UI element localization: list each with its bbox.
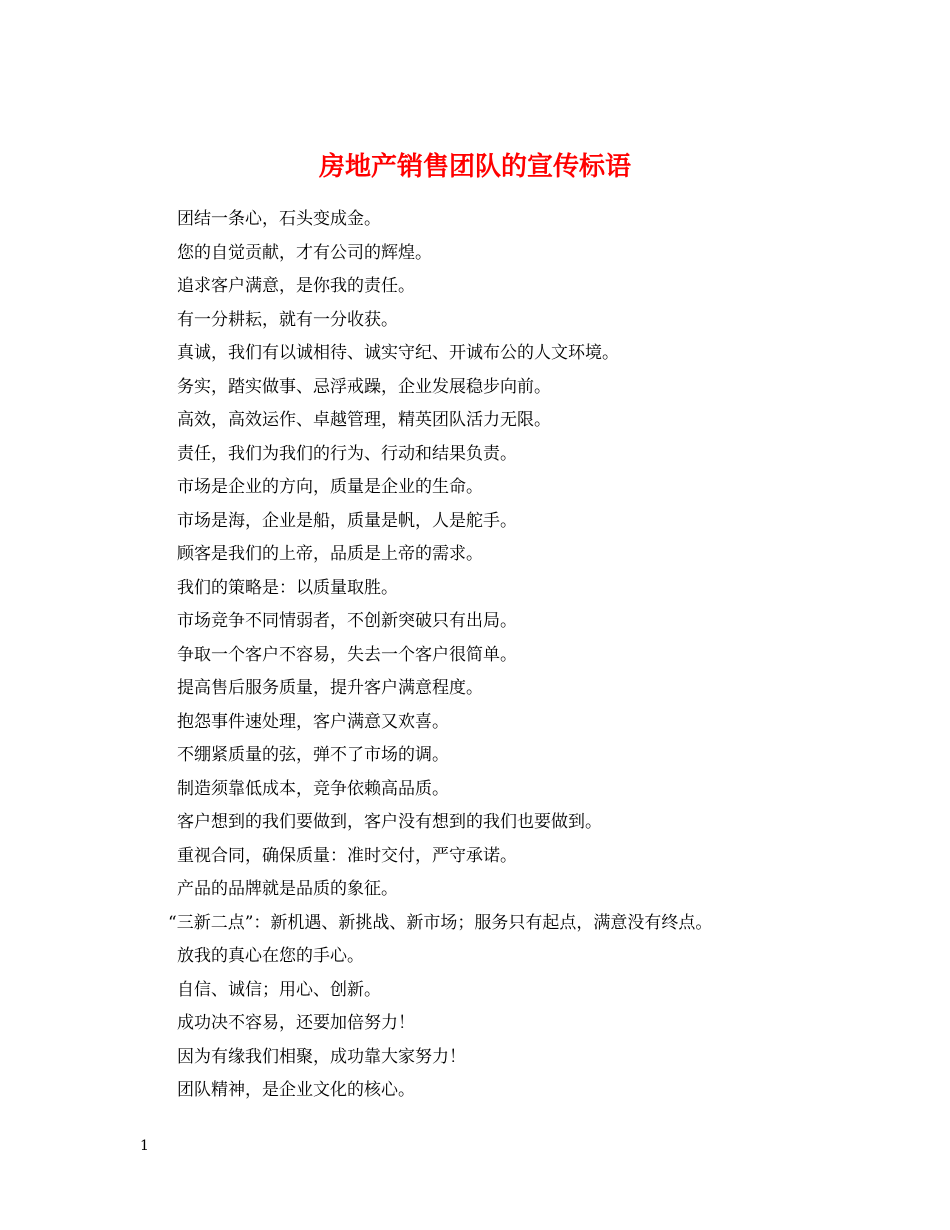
slogan-line: 市场竞争不同情弱者，不创新突破只有出局。 — [177, 611, 517, 631]
slogan-line: 真诚，我们有以诚相待、诚实守纪、开诚布公的人文环境。 — [177, 343, 619, 363]
slogan-list — [168, 203, 713, 1108]
page-number: 1 — [140, 1138, 149, 1154]
slogan-line: 抱怨事件速处理，客户满意又欢喜。 — [177, 711, 449, 732]
slogan-line: 务实，踏实做事、忌浮戒躁，企业发展稳步向前。 — [177, 376, 551, 397]
slogan-line: 因为有缘我们相聚，成功靠大家努力！ — [177, 1046, 466, 1067]
slogan-line: 不绷紧质量的弦，弹不了市场的调。 — [177, 745, 449, 765]
slogan-line: 您的自觉贡献，才有公司的辉煌。 — [177, 242, 432, 263]
slogan-line: 制造须靠低成本，竞争依赖高品质。 — [177, 778, 449, 799]
slogan-line: 提高售后服务质量，提升客户满意程度。 — [177, 678, 483, 698]
slogan-line: 团结一条心，石头变成金。 — [177, 209, 381, 229]
slogan-line: 成功决不容易，还要加倍努力！ — [177, 1013, 415, 1033]
slogan-line: 团队精神，是企业文化的核心。 — [177, 1080, 415, 1100]
slogan-line: 客户想到的我们要做到，客户没有想到的我们也要做到。 — [177, 812, 602, 832]
slogan-line: 顾客是我们的上帝，品质是上帝的需求。 — [177, 544, 483, 564]
slogan-line: 重视合同，确保质量：准时交付，严守承诺。 — [177, 845, 517, 866]
slogan-line: 产品的品牌就是品质的象征。 — [177, 879, 398, 899]
slogan-line: 我们的策略是：以质量取胜。 — [177, 577, 398, 598]
slogan-line: 追求客户满意，是你我的责任。 — [177, 276, 415, 296]
slogan-line: 有一分耕耘，就有一分收获。 — [177, 309, 398, 330]
slogan-line: “三新二点”：新机遇、新挑战、新市场；服务只有起点，满意没有终点。 — [168, 912, 713, 933]
page-title: 房地产销售团队的宣传标语 — [318, 152, 631, 183]
slogan-line: 责任，我们为我们的行为、行动和结果负责。 — [177, 443, 517, 464]
slogan-line: 争取一个客户不容易，失去一个客户很简单。 — [177, 644, 517, 665]
slogan-line: 市场是海，企业是船，质量是帆，人是舵手。 — [177, 510, 517, 531]
slogan-line: 高效，高效运作、卓越管理，精英团队活力无限。 — [177, 410, 551, 430]
slogan-line: 市场是企业的方向，质量是企业的生命。 — [177, 477, 483, 497]
slogan-line: 自信、诚信；用心、创新。 — [177, 979, 381, 1000]
slogan-line: 放我的真心在您的手心。 — [177, 946, 364, 966]
